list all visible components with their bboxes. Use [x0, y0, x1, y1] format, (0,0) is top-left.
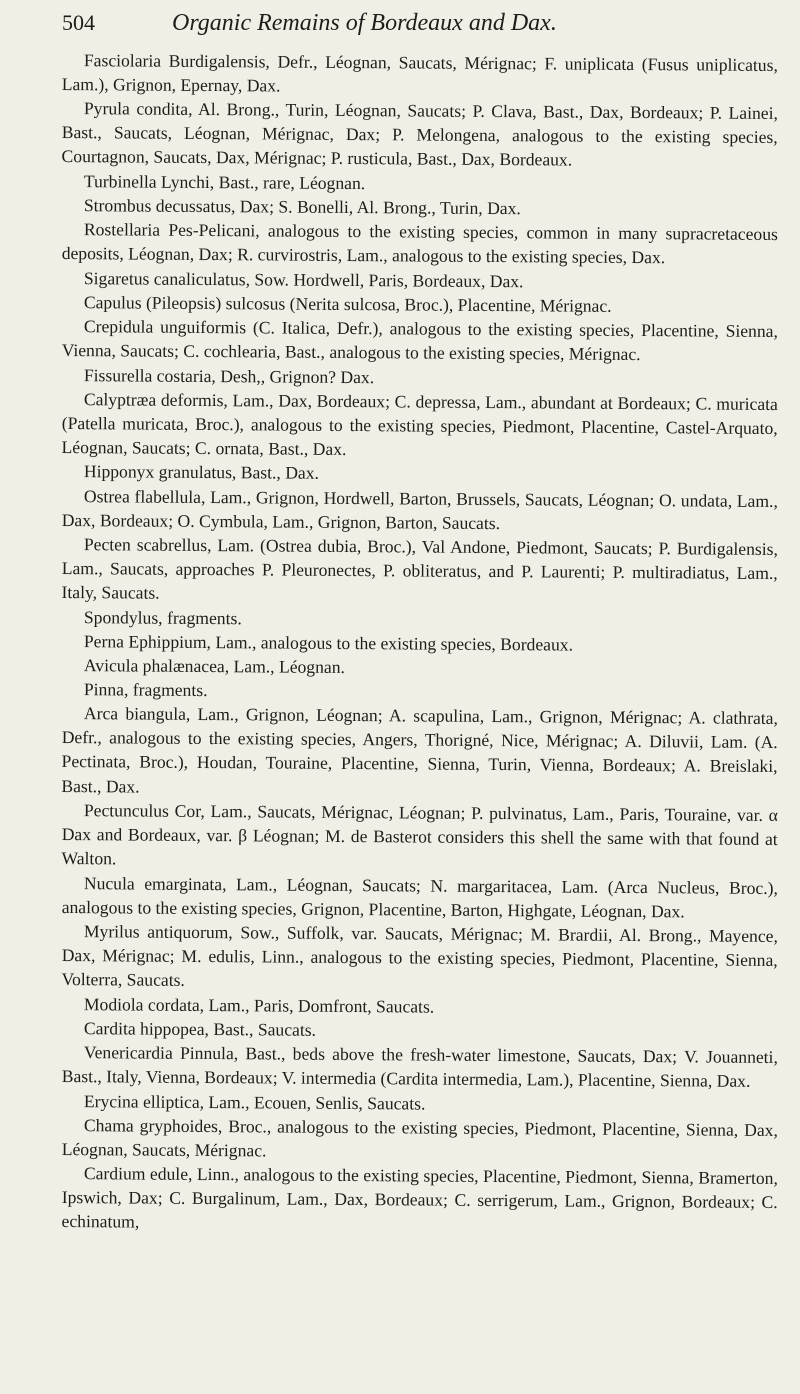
species-entry: Avicula phalænacea, Lam., Léognan. — [83, 655, 346, 678]
species-entry: Strombus decussatus, Dax; S. Bonelli, Al. Brong., Turin, Dax. — [83, 195, 521, 219]
species-entry: Chama gryphoides, Broc., analogous to the existing species, Piedmont, Placentine, Sienna, Dax, Léognan, Saucats, Mérignac. — [61, 1115, 778, 1161]
species-entry: Nucula emarginata, Lam., Léognan, Saucats; N. margaritacea, Lam. (Arca Nucleus, Broc.), analogous to the existing species, Grignon, Placentine, Barton, Highgate, Léognan, Dax. — [61, 873, 778, 922]
species-entry: Rostellaria Pes-Pelicani, analogous to the existing species, common in many supracretaceous deposits, Léognan, Dax; R. curvirostris, Lam., analogous to the existing species, Dax. — [61, 219, 778, 268]
species-entry: Hipponyx granulatus, Bast., Dax. — [83, 461, 320, 484]
running-title: Organic Remains of Bordeaux and Dax. — [172, 10, 557, 36]
species-entry: Pectunculus Cor, Lam., Saucats, Mérignac, Léognan; P. pulvinatus, Lam., Paris, Touraine, var. α Dax and Bordeaux, var. β Léognan; M. de Basterot considers this shell the same with that found at Walton. — [61, 800, 778, 870]
species-entry: Crepidula unguiformis (C. Italica, Defr.), analogous to the existing species, Placentine, Sienna, Vienna, Saucats; C. cochlearia, Bast., analogous to the existing species, Mérignac. — [61, 316, 778, 365]
species-entry: Ostrea flabellula, Lam., Grignon, Hordwell, Barton, Brussels, Saucats, Léognan; O. undata, Lam., Dax, Bordeaux; O. Cymbula, Lam., Grignon, Barton, Saucats. — [61, 485, 778, 533]
species-entry: Cardium edule, Linn., analogous to the existing species, Placentine, Piedmont, Sienna, Bramerton, Ipswich, Dax; C. Burgalinum, Lam., Dax, Bordeaux; C. serrigerum, Lam., Grignon, Bordeaux; C. echinatum, — [61, 1163, 778, 1233]
species-entry: Venericardia Pinnula, Bast., beds above the fresh-water limestone, Saucats, Dax; V. Jouanneti, Bast., Italy, Vienna, Bordeaux; V. intermedia (Cardita intermedia, Lam.), Placentine, Sienna, Dax. — [61, 1042, 778, 1092]
species-entry: Pyrula condita, Al. Brong., Turin, Léognan, Saucats; P. Clava, Bast., Dax, Bordeaux; P. Lainei, Bast., Saucats, Léognan, Mérignac, Dax; P. Melongena, analogous to the existing species, Courtagnon, Saucats, Dax, Mérignac; P. rusticula, Bast., Dax, Bordeaux. — [61, 98, 778, 171]
species-entry: Fissurella costaria, Desh,, Grignon? Dax. — [83, 364, 375, 387]
species-entry: Myrilus antiquorum, Sow., Suffolk, var. Saucats, Mérignac; M. Brardii, Al. Brong., Mayence, Dax, Mérignac; M. edulis, Linn., analogous to the existing species, Piedmont, Placentine, Sienna, Volterra, Saucats. — [61, 921, 778, 991]
species-entry: Spondylus, fragments. — [83, 606, 242, 628]
species-entry: Cardita hippopea, Bast., Saucats. — [83, 1018, 317, 1040]
species-entry: Capulus (Pileopsis) sulcosus (Nerita sulcosa, Broc.), Placentine, Mérignac. — [83, 292, 612, 316]
species-entry: Erycina elliptica, Lam., Ecouen, Senlis, Saucats. — [83, 1090, 426, 1114]
species-entry: Turbinella Lynchi, Bast., rare, Léognan. — [83, 171, 366, 194]
species-entry: Fasciolaria Burdigalensis, Defr., Léognan, Saucats, Mérignac; F. uniplicata (Fusus uniplicatus, Lam.), Grignon, Epernay, Dax. — [61, 50, 778, 96]
species-entry: Modiola cordata, Lam., Paris, Domfront, Saucats. — [83, 994, 435, 1017]
page-number: 504 — [62, 10, 95, 35]
species-entry: Sigaretus canaliculatus, Sow. Hordwell, Paris, Bordeaux, Dax. — [83, 267, 524, 292]
species-entry: Perna Ephippium, Lam., analogous to the existing species, Bordeaux. — [83, 631, 574, 655]
page-header — [62, 10, 762, 44]
species-entry: Pinna, fragments. — [83, 679, 208, 701]
species-entry: Pecten scabrellus, Lam. (Ostrea dubia, Broc.), Val Andone, Piedmont, Saucats; P. Burdigalensis, Lam., Saucats, approaches P. Pleuronectes, P. obliteratus, and P. Laurenti; P. multiradiatus, Lam., Italy, Saucats. — [61, 534, 778, 604]
species-entry: Calyptræa deformis, Lam., Dax, Bordeaux; C. depressa, Lam., abundant at Bordeaux; C. muricata (Patella muricata, Broc.), analogous to the existing species, Piedmont, Placentine, Castel-Arquato, Léognan, Saucats; C. ornata, Bast., Dax. — [61, 388, 778, 460]
page-body — [62, 48, 778, 1234]
species-entry: Arca biangula, Lam., Grignon, Léognan; A. scapulina, Lam., Grignon, Mérignac; A. clathrata, Defr., analogous to the existing species, Angers, Thorigné, Nice, Mérignac; A. Diluvii, Lam. (A. Pectinata, Broc.), Houdan, Touraine, Placentine, Sienna, Turin, Vienna, Bordeaux; A. Breislaki, Bast., Dax. — [61, 703, 778, 797]
